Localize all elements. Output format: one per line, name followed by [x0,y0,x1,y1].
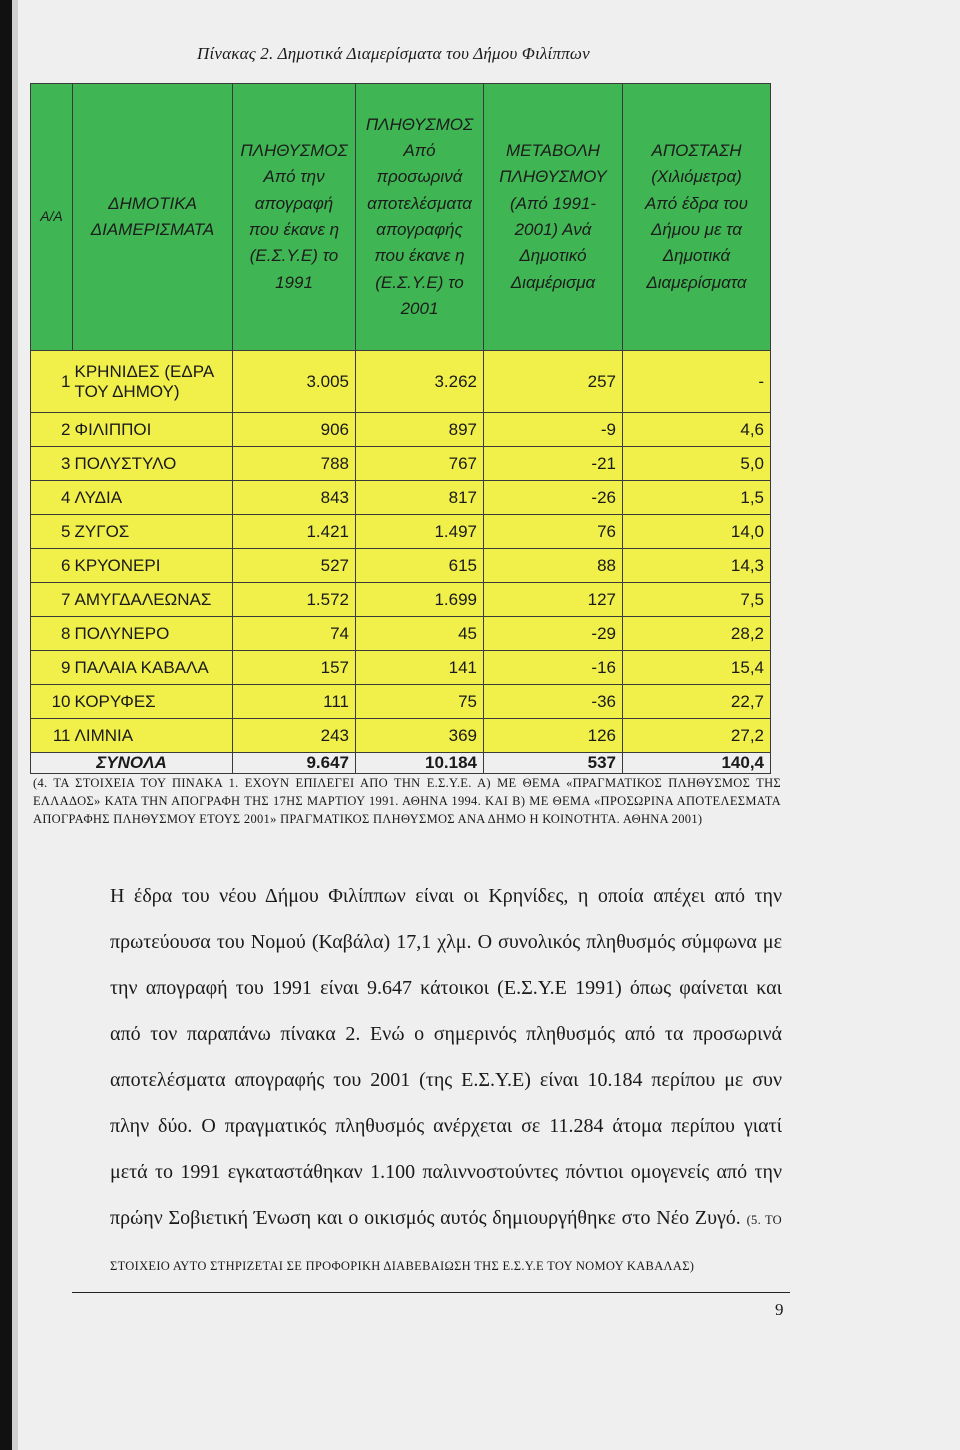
row-change: 257 [484,351,623,413]
row-index: 9 [31,651,73,685]
table-footnote: (4. ΤΑ ΣΤΟΙΧΕΙΑ ΤΟΥ ΠΙΝΑΚΑ 1. ΕΧΟΥΝ ΕΠΙΛΕΓΕΙ ΑΠΟ ΤΗΝ Ε.Σ.Υ.Ε. Α) ΜΕ ΘΕΜΑ «ΠΡΑΓΜΑΤΙΚΟΣ ΠΛΗΘΥΣΜΟΣ ΤΗΣ ΕΛΛΑΔΟΣ» ΚΑΤΑ ΤΗΝ ΑΠΟΓΡΑΦΗ ΤΗΣ 17ΗΣ ΜΑΡΤΙΟΥ 1991. ΑΘΗΝΑ 1994. ΚΑΙ Β) ΜΕ ΘΕΜΑ «ΠΡΟΣΩΡΙΝΑ ΑΠΟΤΕΛΕΣΜΑΤΑ ΑΠΟΓΡΑΦΗΣ ΠΛΗΘΥΣΜΟΥ ΕΤΟΥΣ 2001» ΠΡΑΓΜΑΤΙΚΟΣ ΠΛΗΘΥΣΜΟΣ ΑΝΑ ΔΗΜΟ Η ΚΟΙΝΟΤΗΤΑ. ΑΘΗΝΑ 2001) [33,776,781,827]
header-row [31,84,771,351]
table-row [31,481,771,515]
row-distance: 7,5 [623,583,771,617]
row-pop2001: 1.497 [356,515,484,549]
row-pop1991: 1.421 [233,515,356,549]
row-change: -21 [484,447,623,481]
row-pop1991: 243 [233,719,356,753]
table-row [31,447,771,481]
total-pop1991: 9.647 [233,753,356,774]
row-index: 4 [31,481,73,515]
totals-row [31,753,771,774]
row-pop2001: 897 [356,413,484,447]
body-text: Η έδρα του νέου Δήμου Φιλίππων είναι οι Κρηνίδες, η οποία απέχει από την πρωτεύουσα του Νομού (Καβάλα) 17,1 χλμ. Ο συνολικός πληθυσμός σύμφωνα με την απογραφή του 1991 είναι 9.647 κάτοικοι (Ε.Σ.Υ.Ε 1991) όπως φαίνεται και από τον παραπάνω πίνακα 2. Ενώ ο σημερινός πληθυσμός από τα προσωρινά αποτελέσματα απογραφής του 2001 (της Ε.Σ.Υ.Ε) είναι 10.184 περίπου με συν πλην δύο. Ο πραγματικός πληθυσμός ανέρχεται σε 11.284 άτομα περίπου γιατί μετά το 1991 εγκαταστάθηκαν 1.100 παλιννοστούντες πόντιοι ομογενείς από την πρώην Σοβιετική Ένωση και ο οικισμός αυτός δημιουργήθηκε στο Νέο Ζυγό. [110,885,782,1229]
row-distance: 1,5 [623,481,771,515]
row-pop2001: 3.262 [356,351,484,413]
row-distance: 27,2 [623,719,771,753]
row-index: 5 [31,515,73,549]
header-pop1991: ΠΛΗΘΥΣΜΟΣ Από την απογραφή που έκανε η (Ε.Σ.Υ.Ε) το 1991 [233,84,356,351]
row-pop2001: 45 [356,617,484,651]
table-row [31,515,771,549]
row-pop1991: 157 [233,651,356,685]
row-pop1991: 1.572 [233,583,356,617]
row-change: 126 [484,719,623,753]
row-pop2001: 767 [356,447,484,481]
row-name: ΛΙΜΝΙΑ [73,719,233,753]
row-distance: 14,3 [623,549,771,583]
row-pop2001: 1.699 [356,583,484,617]
total-pop2001: 10.184 [356,753,484,774]
body-footnote: (5. ΤΟ ΣΤΟΙΧΕΙΟ ΑΥΤΟ ΣΤΗΡΙΖΕΤΑΙ ΣΕ ΠΡΟΦΟΡΙΚΗ ΔΙΑΒΕΒΑΙΩΣΗ ΤΗΣ Ε.Σ.Υ.Ε ΤΟΥ ΝΟΜΟΥ ΚΑΒΑΛΑΣ) [110,1213,783,1273]
row-pop1991: 788 [233,447,356,481]
row-name: ΖΥΓΟΣ [73,515,233,549]
row-change: -16 [484,651,623,685]
row-name: ΠΟΛΥΝΕΡΟ [73,617,233,651]
row-change: -36 [484,685,623,719]
header-aa: Α/Α [31,84,73,351]
row-index: 7 [31,583,73,617]
row-name: ΠΑΛΑΙΑ ΚΑΒΑΛΑ [73,651,233,685]
total-change: 537 [484,753,623,774]
row-distance: 4,6 [623,413,771,447]
row-distance: 5,0 [623,447,771,481]
table-row [31,617,771,651]
row-distance: 28,2 [623,617,771,651]
header-change: ΜΕΤΑΒΟΛΗ ΠΛΗΘΥΣΜΟΥ (Από 1991- 2001) Ανά Δημοτικό Διαμέρισμα [484,84,623,351]
table-row [31,549,771,583]
row-distance: 14,0 [623,515,771,549]
row-index: 1 [31,351,73,413]
row-index: 3 [31,447,73,481]
row-index: 10 [31,685,73,719]
table-row [31,351,771,413]
row-name: ΛΥΔΙΑ [73,481,233,515]
row-pop1991: 906 [233,413,356,447]
row-change: -9 [484,413,623,447]
table-row [31,413,771,447]
header-pop2001: ΠΛΗΘΥΣΜΟΣ Από προσωρινά αποτελέσματα απογραφής που έκανε η (Ε.Σ.Υ.Ε) το 2001 [356,84,484,351]
population-table [30,83,771,774]
row-pop2001: 369 [356,719,484,753]
scan-edge-shadow [12,0,18,1450]
row-index: 11 [31,719,73,753]
header-name: ΔΗΜΟΤΙΚΑ ΔΙΑΜΕΡΙΣΜΑΤΑ [73,84,233,351]
page-number: 9 [775,1300,784,1319]
row-index: 8 [31,617,73,651]
table-body [31,351,771,753]
row-pop1991: 3.005 [233,351,356,413]
row-index: 6 [31,549,73,583]
row-pop1991: 843 [233,481,356,515]
row-pop2001: 817 [356,481,484,515]
row-name: ΚΡΗΝΙΔΕΣ (ΕΔΡΑ ΤΟΥ ΔΗΜΟΥ) [73,351,233,413]
footer-rule [72,1292,790,1293]
row-change: -29 [484,617,623,651]
table-row [31,651,771,685]
row-name: ΑΜΥΓΔΑΛΕΩΝΑΣ [73,583,233,617]
row-name: ΠΟΛΥΣΤΥΛΟ [73,447,233,481]
table-row [31,685,771,719]
row-pop1991: 111 [233,685,356,719]
row-change: 127 [484,583,623,617]
row-pop1991: 527 [233,549,356,583]
row-distance: 15,4 [623,651,771,685]
row-distance: - [623,351,771,413]
row-index: 2 [31,413,73,447]
table-row [31,583,771,617]
row-distance: 22,7 [623,685,771,719]
row-change: 88 [484,549,623,583]
table-row [31,719,771,753]
row-change: 76 [484,515,623,549]
total-distance: 140,4 [623,753,771,774]
totals-label: ΣΥΝΟΛΑ [31,753,233,774]
row-name: ΚΟΡΥΦΕΣ [73,685,233,719]
row-name: ΚΡΥΟΝΕΡΙ [73,549,233,583]
row-name: ΦΙΛΙΠΠΟΙ [73,413,233,447]
row-pop2001: 141 [356,651,484,685]
row-change: -26 [484,481,623,515]
row-pop2001: 615 [356,549,484,583]
row-pop2001: 75 [356,685,484,719]
table-caption: Πίνακας 2. Δημοτικά Διαμερίσματα του Δήμου Φιλίππων [197,44,590,63]
scan-edge [0,0,12,1450]
row-pop1991: 74 [233,617,356,651]
header-distance: ΑΠΟΣΤΑΣΗ (Χιλιόμετρα) Από έδρα του Δήμου με τα Δημοτικά Διαμερίσματα [623,84,771,351]
body-paragraph [110,873,782,1287]
